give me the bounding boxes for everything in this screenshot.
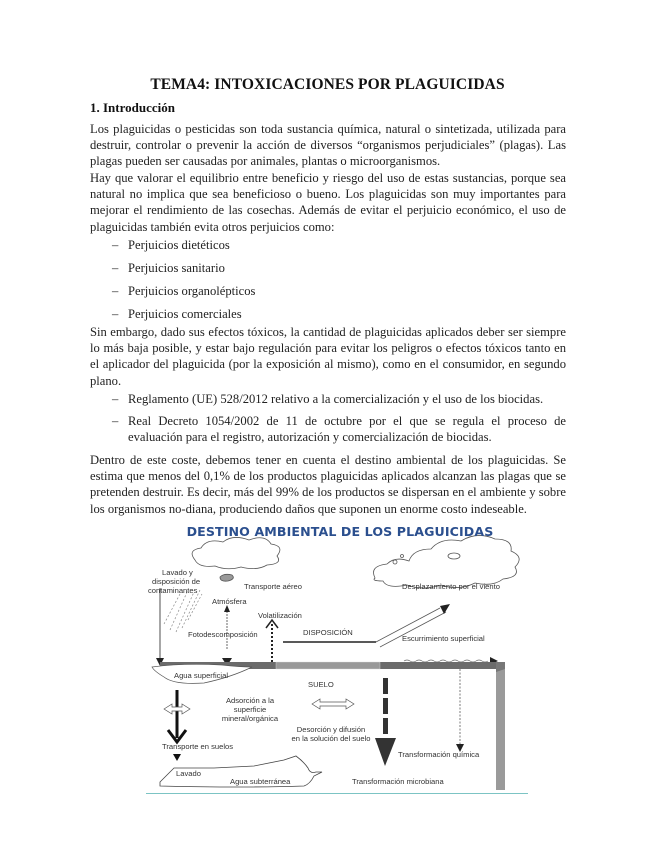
paragraph-benefit-risk: Hay que valorar el equilibrio entre beneficio y riesgo del uso de estas sustancias, porque sea natural no implica que sea beneficioso o bueno. Los plaguicidas son muy importantes para mejorar el rendimiento de las cosechas. Además de evitar el perjuicio económico, el uso de plaguicidas también evita otros perjuicios como: bbox=[90, 171, 566, 234]
regulations-list bbox=[90, 391, 566, 452]
dash-bullet: – bbox=[112, 414, 119, 429]
section-heading: 1. Introducción bbox=[90, 100, 175, 115]
list-item bbox=[90, 391, 566, 407]
list-item-text: Perjuicios comerciales bbox=[128, 306, 242, 321]
label-line: Adsorción a la bbox=[225, 696, 275, 705]
figure-bottom-rule bbox=[146, 793, 528, 794]
label-agua-superficial: Agua superficial bbox=[174, 671, 229, 680]
dash-bullet: – bbox=[112, 238, 119, 252]
list-item bbox=[90, 260, 566, 276]
diagram-graphics bbox=[140, 520, 540, 795]
paragraph-environmental-fate: Dentro de este coste, debemos tener en cuenta el destino ambiental de los plaguicidas. Se estima que menos del 0,1% de los productos plaguicidas aplicados alcanzan las plagas que se pretenden destruir. Es decir, más del 99% de los productos se dispersan en el ambiente y sobre los organismos no-diana, produciendo daños que suponen un enorme costo indeseable. bbox=[90, 453, 566, 516]
label-line: en la solución del suelo bbox=[291, 734, 371, 743]
label-disposicion: DISPOSICIÓN bbox=[303, 628, 353, 637]
label-desorcion bbox=[286, 725, 376, 743]
label-escurrimiento: Escurrimiento superficial bbox=[402, 634, 485, 643]
document-title: TEMA4: INTOXICACIONES POR PLAGUICIDAS bbox=[150, 76, 505, 93]
label-transporte-aereo: Transporte aéreo bbox=[244, 582, 302, 591]
arrow-down-icon bbox=[173, 754, 181, 761]
list-item-text: Reglamento (UE) 528/2012 relativo a la comercialización y el uso de los biocidas. bbox=[128, 392, 544, 406]
paragraph-definition: Los plaguicidas o pesticidas son toda sustancia química, natural o sintetizada, utilizada para destruir, controlar o prevenir la acción de diversos “organismos perjudiciales” (plagas). Las plagas pueden ser causadas por animales, plantas o microorganismos. bbox=[90, 122, 566, 169]
rain-icon bbox=[164, 590, 202, 632]
list-item-text: Perjuicios organolépticos bbox=[128, 283, 256, 298]
cloud-icon bbox=[192, 537, 280, 581]
label-fotodescomposicion: Fotodescomposición bbox=[188, 630, 258, 639]
label-line: mineral/orgánica bbox=[221, 714, 279, 723]
label-suelo: SUELO bbox=[308, 680, 334, 689]
label-line: Desorción y difusión bbox=[296, 725, 366, 734]
label-contaminantes: contaminantes bbox=[148, 586, 198, 595]
list-item-text: Perjuicios sanitario bbox=[128, 260, 225, 275]
dash-bullet: – bbox=[112, 392, 119, 406]
diagram-title: DESTINO AMBIENTAL DE LOS PLAGUICIDAS bbox=[186, 524, 494, 539]
label-transformacion-quimica: Transformación química bbox=[398, 750, 480, 759]
dash-bullet: – bbox=[112, 306, 119, 321]
label-adsorcion bbox=[220, 696, 280, 723]
list-item bbox=[90, 306, 566, 322]
environmental-fate-diagram bbox=[140, 520, 540, 795]
list-item-text: Real Decreto 1054/2002 de 11 de octubre por el que se regula el proceso de evaluación para el registro, autorización y comercialización de biocidas. bbox=[128, 414, 566, 445]
list-item-text: Perjuicios dietéticos bbox=[128, 238, 230, 252]
label-line: superficie bbox=[233, 705, 267, 714]
dash-bullet: – bbox=[112, 260, 119, 275]
label-transformacion-microbiana: Transformación microbiana bbox=[352, 777, 444, 786]
list-item bbox=[90, 413, 566, 445]
double-arrow-icon bbox=[312, 699, 354, 709]
label-agua-subterranea: Agua subterránea bbox=[230, 777, 291, 786]
paragraph-regulation: Sin embargo, dado sus efectos tóxicos, la cantidad de plaguicidas aplicados deber ser siempre lo más baja posible, y estar bajo regulación para evitar los peligros o efectos tóxicos tanto en el aplicador del plaguicida (por la exposición al mismo), como en el consumidor, en segundo plano. bbox=[90, 325, 566, 388]
dash-bullet: – bbox=[112, 283, 119, 298]
label-transporte-suelos: Transporte en suelos bbox=[162, 742, 234, 751]
label-atmosfera: Atmósfera bbox=[212, 597, 247, 606]
arrow-up-icon bbox=[224, 605, 230, 612]
label-disposicion-de: disposición de bbox=[152, 577, 201, 586]
perjuicios-list bbox=[90, 237, 566, 329]
arrow-down-icon bbox=[375, 738, 396, 766]
label-volatilizacion: Volatilización bbox=[258, 611, 302, 620]
cloud-icon bbox=[374, 535, 520, 588]
list-item bbox=[90, 283, 566, 299]
label-lavado: Lavado y bbox=[162, 568, 193, 577]
list-item bbox=[90, 237, 566, 253]
label-desplazamiento: Desplazamiento por el viento bbox=[402, 582, 500, 591]
label-lavado-bottom: Lavado bbox=[176, 769, 201, 778]
